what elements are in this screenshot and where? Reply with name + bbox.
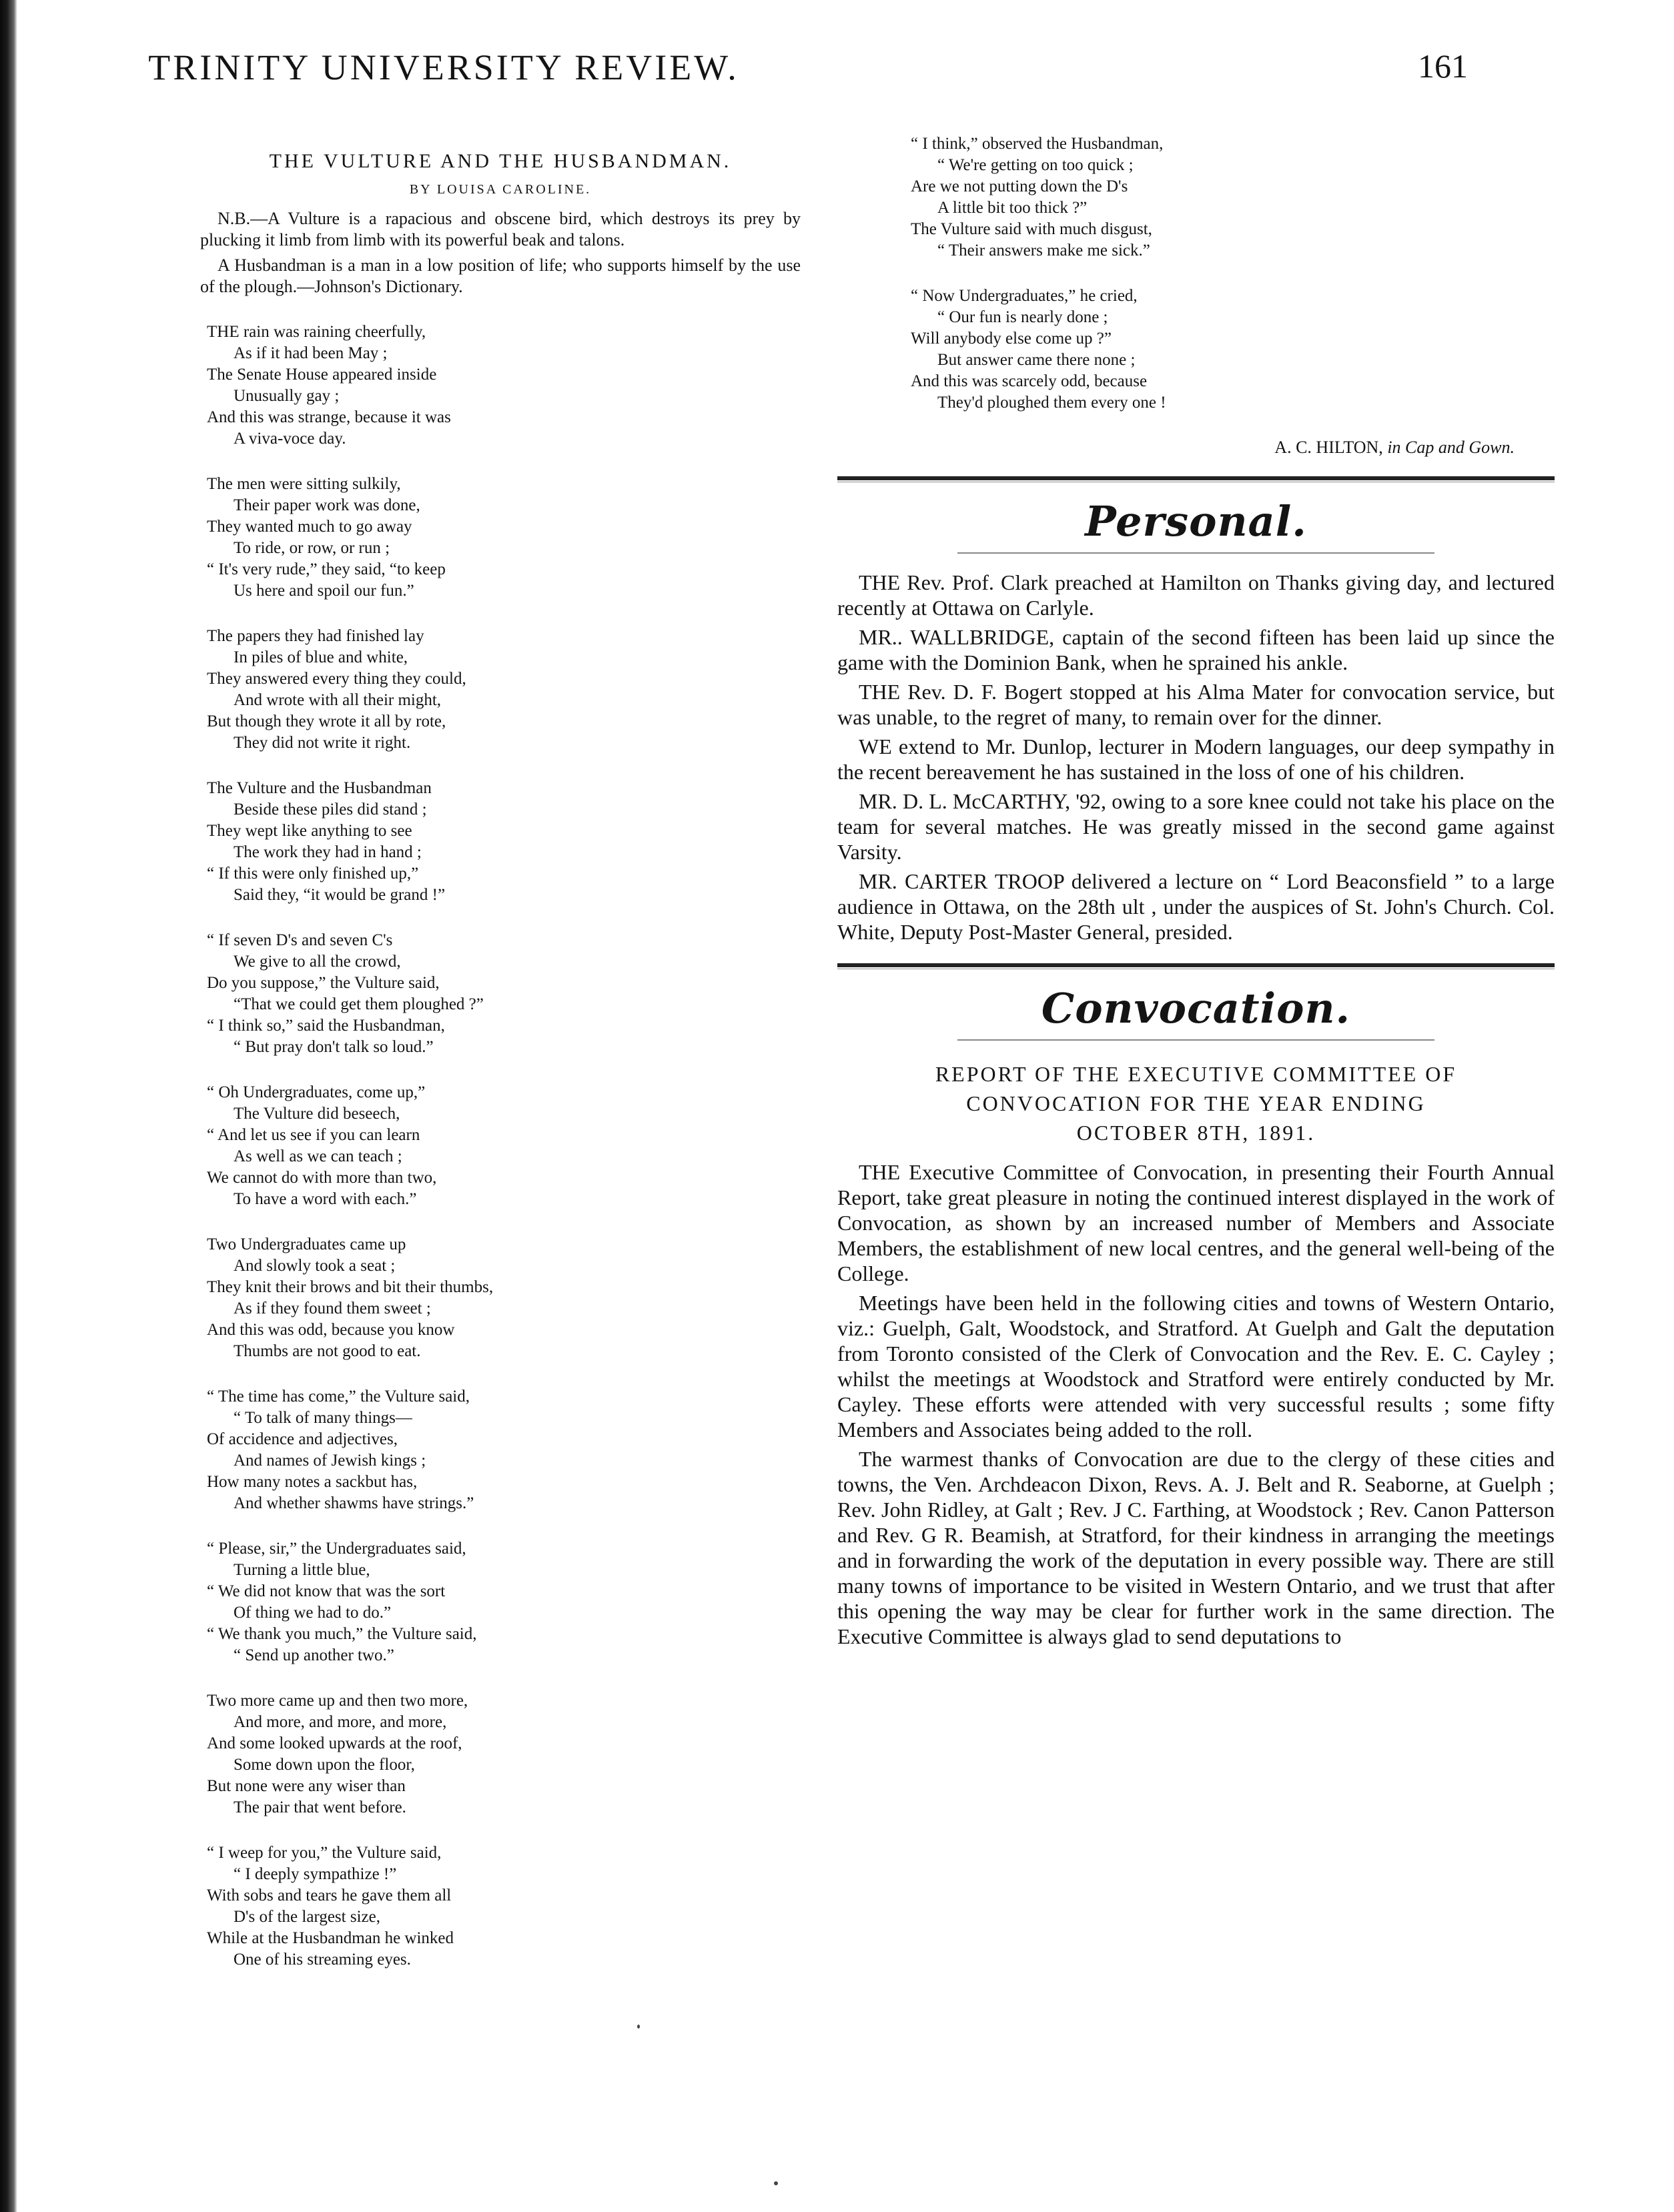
stanza: [207, 626, 801, 754]
page-number: 161: [1418, 47, 1468, 85]
personal-paragraph: THE Rev. D. F. Bogert stopped at his Alma Mater for convocation service, but was unable, to the regret of many, to remain over for the dinner.: [837, 680, 1555, 729]
poem-line: “ I think so,” said the Husbandman,: [207, 1017, 445, 1035]
stanza: [207, 322, 801, 450]
poem-line: “ Now Undergraduates,” he cried,: [911, 287, 1138, 305]
poem-line: We give to all the crowd,: [234, 953, 401, 971]
poem-line: A little bit too thick ?”: [937, 199, 1088, 217]
poem-note-husbandman: [200, 255, 801, 298]
print-speck: [774, 2181, 778, 2185]
poem-line: And this was odd, because you know: [207, 1321, 455, 1339]
personal-paragraph: THE Rev. Prof. Clark preached at Hamilton on Thanks giving day, and lectured recently at Ottawa on Carlyle.: [837, 570, 1555, 620]
stanza: [207, 1082, 801, 1210]
convocation-paragraph: The warmest thanks of Convocation are due to the clergy of these cities and towns, the Ven. Archdeacon Dixon, Revs. A. J. Belt and R. Seaborne, at Guelph ; Rev. John Ridley, at Galt ; Rev. J C. Farthing, at Woodstock ; Rev. Canon Patterson and Rev. G R. Beamish, at Stratford, for their kindness in arranging the meetings and in forwarding the work of the deputation in every possible way. There are still many towns of importance to be visited in Western Ontario, and we trust that after this opening the way may be clear for further work in the same direction. The Executive Committee is always glad to send deputations to: [837, 1447, 1555, 1648]
stanza: [207, 1842, 801, 1971]
report-title: [837, 1059, 1555, 1147]
poem-line: We cannot do with more than two,: [207, 1169, 437, 1187]
poem-line: How many notes a sackbut has,: [207, 1473, 418, 1491]
poem-line: As if they found them sweet ;: [234, 1299, 431, 1317]
poem-line: As well as we can teach ;: [234, 1147, 402, 1165]
poem-line: They wept like anything to see: [207, 822, 412, 840]
poem-continuation: [837, 133, 1555, 414]
poem-line: “ The time has come,” the Vulture said,: [207, 1388, 470, 1406]
left-column: [200, 133, 801, 2175]
poem-line: THE rain was raining cheerfully,: [207, 323, 426, 341]
poem-line: Two Undergraduates came up: [207, 1235, 406, 1253]
poem-line: “ I think,” observed the Husbandman,: [911, 135, 1164, 153]
poem-line: And whether shawms have strings.”: [234, 1494, 474, 1512]
poem-line: In piles of blue and white,: [234, 648, 408, 666]
poem-line: Thumbs are not good to eat.: [234, 1342, 421, 1360]
poem-line: But none were any wiser than: [207, 1777, 406, 1795]
poem-line: And wrote with all their might,: [234, 691, 442, 709]
poem-line: Will anybody else come up ?”: [911, 330, 1112, 348]
poem-line: “ We're getting on too quick ;: [937, 156, 1134, 174]
stanza: [911, 133, 1555, 261]
page-binding-edge: [0, 0, 17, 2212]
heading-rule: [957, 1039, 1434, 1041]
poem-line: Some down upon the floor,: [234, 1756, 415, 1774]
poem-line: “ Please, sir,” the Undergraduates said,: [207, 1540, 466, 1558]
personal-paragraph: MR. CARTER TROOP delivered a lecture on “ Lord Beaconsfield ” to a large audience in Ottawa, on the 28th ult , under the auspices of St. John's Church. Col. White, Deputy Post-Master General, presided.: [837, 869, 1555, 944]
poem-line: To have a word with each.”: [234, 1190, 417, 1208]
poem-line: “ If seven D's and seven C's: [207, 931, 393, 949]
stanza: [207, 930, 801, 1058]
note-husbandman-text: A Husbandman is a man in a low position of life; who supports himself by the use of the plough.—Johnson's Dictionary.: [200, 255, 801, 296]
poem-line: Unusually gay ;: [234, 387, 340, 405]
stanza: [207, 1538, 801, 1666]
poem-line: Are we not putting down the D's: [911, 177, 1128, 195]
poem-line: To ride, or row, or run ;: [234, 539, 390, 557]
poem-note-vulture: [200, 208, 801, 251]
right-column: [837, 133, 1555, 2175]
poem-line: And this was scarcely odd, because: [911, 372, 1148, 390]
poem-line: “ It's very rude,” they said, “to keep: [207, 560, 446, 578]
convocation-heading: Convocation.: [1041, 984, 1351, 1033]
report-title-line: REPORT OF THE EXECUTIVE COMMITTEE OF: [935, 1062, 1457, 1086]
poem-line: “ Their answers make me sick.”: [937, 241, 1150, 259]
poem-line: “ Oh Undergraduates, come up,”: [207, 1083, 426, 1101]
report-title-line: CONVOCATION FOR THE YEAR ENDING: [966, 1091, 1426, 1115]
poem-line: “ If this were only finished up,”: [207, 865, 419, 883]
stanza: [911, 286, 1555, 414]
poem-line: And slowly took a seat ;: [234, 1257, 396, 1275]
poem-line: And some looked upwards at the roof,: [207, 1734, 462, 1752]
poem-line: The Vulture said with much disgust,: [911, 220, 1152, 238]
poem-line: “ We thank you much,” the Vulture said,: [207, 1625, 477, 1643]
stanza: [207, 1386, 801, 1514]
poem-attribution: [837, 438, 1515, 458]
poem-line: “ Send up another two.”: [234, 1646, 394, 1664]
poem-line: Do you suppose,” the Vulture said,: [207, 974, 440, 992]
poem-line: “ To talk of many things—: [234, 1409, 412, 1427]
poem-line: Said they, “it would be grand !”: [234, 886, 446, 904]
poem-line: And names of Jewish kings ;: [234, 1452, 426, 1470]
poem-line: They'd ploughed them every one !: [937, 394, 1166, 412]
poem-line: The Vulture and the Husbandman: [207, 779, 432, 797]
poem-line: A viva-voce day.: [234, 430, 346, 448]
personal-heading: Personal.: [1085, 497, 1307, 546]
personal-paragraph: MR. D. L. McCARTHY, '92, owing to a sore knee could not take his place on the team for several matches. He was greatly missed in the second game against Varsity.: [837, 789, 1555, 864]
publication-title: TRINITY UNIVERSITY REVIEW.: [148, 47, 739, 87]
poem-line: Of accidence and adjectives,: [207, 1430, 398, 1448]
personal-paragraph: MR.. WALLBRIDGE, captain of the second fifteen has been laid up since the game with the Dominion Bank, when he sprained his ankle.: [837, 625, 1555, 674]
attribution-source: in Cap and Gown.: [1387, 438, 1515, 457]
poem-line: Of thing we had to do.”: [234, 1604, 392, 1622]
poem-line: D's of the largest size,: [234, 1908, 380, 1926]
poem-line: They knit their brows and bit their thumbs,: [207, 1278, 494, 1296]
stanza: [207, 1690, 801, 1818]
poem-byline: BY LOUISA CAROLINE.: [409, 182, 592, 197]
poem-line: While at the Husbandman he winked: [207, 1929, 454, 1947]
convocation-section: [837, 1159, 1555, 1649]
poem-line: And more, and more, and more,: [234, 1713, 447, 1731]
poem-line: But though they wrote it all by rote,: [207, 712, 446, 730]
poem-line: They answered every thing they could,: [207, 670, 466, 688]
poem-line: The papers they had finished lay: [207, 627, 424, 645]
poem-line: “ And let us see if you can learn: [207, 1126, 420, 1144]
poem-line: And this was strange, because it was: [207, 408, 451, 426]
poem-line: With sobs and tears he gave them all: [207, 1886, 452, 1904]
print-speck: [637, 2025, 640, 2029]
poem-line: The Senate House appeared inside: [207, 366, 437, 384]
page-header: [0, 47, 1674, 100]
poem-line: “ But pray don't talk so loud.”: [234, 1038, 434, 1056]
section-divider: [837, 963, 1555, 969]
poem-line: One of his streaming eyes.: [234, 1951, 411, 1969]
convocation-paragraph: Meetings have been held in the following cities and towns of Western Ontario, viz.: Guelph, Galt, Woodstock, and Stratford. At Guelph and Galt the deputation from Toronto consisted of the Clerk of Convocation and the Rev. E. C. Cayley ; whilst the meetings at Woodstock and Stratford were entirely conducted by Mr. Cayley. These efforts were attended with very successful results ; some fifty Members and Associates being added to the roll.: [837, 1291, 1555, 1442]
report-title-line: OCTOBER 8TH, 1891.: [1076, 1121, 1316, 1145]
poem-line: But answer came there none ;: [937, 351, 1136, 369]
poem-line: The Vulture did beseech,: [234, 1105, 400, 1123]
poem-line: “ We did not know that was the sort: [207, 1582, 446, 1600]
poem-title: THE VULTURE AND THE HUSBANDMAN.: [269, 150, 732, 172]
poem-line: Beside these piles did stand ;: [234, 800, 427, 818]
stanza: [207, 474, 801, 602]
section-divider: [837, 476, 1555, 482]
poem-stanzas: [200, 322, 801, 1971]
poem-line: “That we could get them ploughed ?”: [234, 995, 484, 1013]
heading-rule: [957, 552, 1434, 554]
poem-line: As if it had been May ;: [234, 344, 388, 362]
poem-line: They wanted much to go away: [207, 518, 412, 536]
note-vulture-text: N.B.—A Vulture is a rapacious and obscene bird, which destroys its prey by plucking it limb from limb with its powerful beak and talons.: [200, 209, 801, 249]
poem-line: The men were sitting sulkily,: [207, 475, 401, 493]
poem-line: Us here and spoil our fun.”: [234, 582, 414, 600]
poem-line: The pair that went before.: [234, 1798, 406, 1816]
poem-line: The work they had in hand ;: [234, 843, 422, 861]
stanza: [207, 1234, 801, 1362]
poem-line: “ Our fun is nearly done ;: [937, 308, 1108, 326]
attribution-author: A. C. HILTON,: [1274, 438, 1383, 457]
poem-line: “ I weep for you,” the Vulture said,: [207, 1844, 442, 1862]
poem-line: They did not write it right.: [234, 734, 411, 752]
poem-line: Their paper work was done,: [234, 496, 420, 514]
personal-section: [837, 570, 1555, 945]
convocation-paragraph: THE Executive Committee of Convocation, in presenting their Fourth Annual Report, take great pleasure in noting the continued interest displayed in the work of Convocation, as shown by an increased number of Members and Associate Members, the establishment of new local centres, and the general well-being of the College.: [837, 1160, 1555, 1285]
poem-line: “ I deeply sympathize !”: [234, 1865, 397, 1883]
personal-paragraph: WE extend to Mr. Dunlop, lecturer in Modern languages, our deep sympathy in the recent bereavement he has sustained in the loss of one of his children.: [837, 734, 1555, 784]
poem-line: Turning a little blue,: [234, 1561, 370, 1579]
poem-line: Two more came up and then two more,: [207, 1692, 468, 1710]
stanza: [207, 778, 801, 906]
